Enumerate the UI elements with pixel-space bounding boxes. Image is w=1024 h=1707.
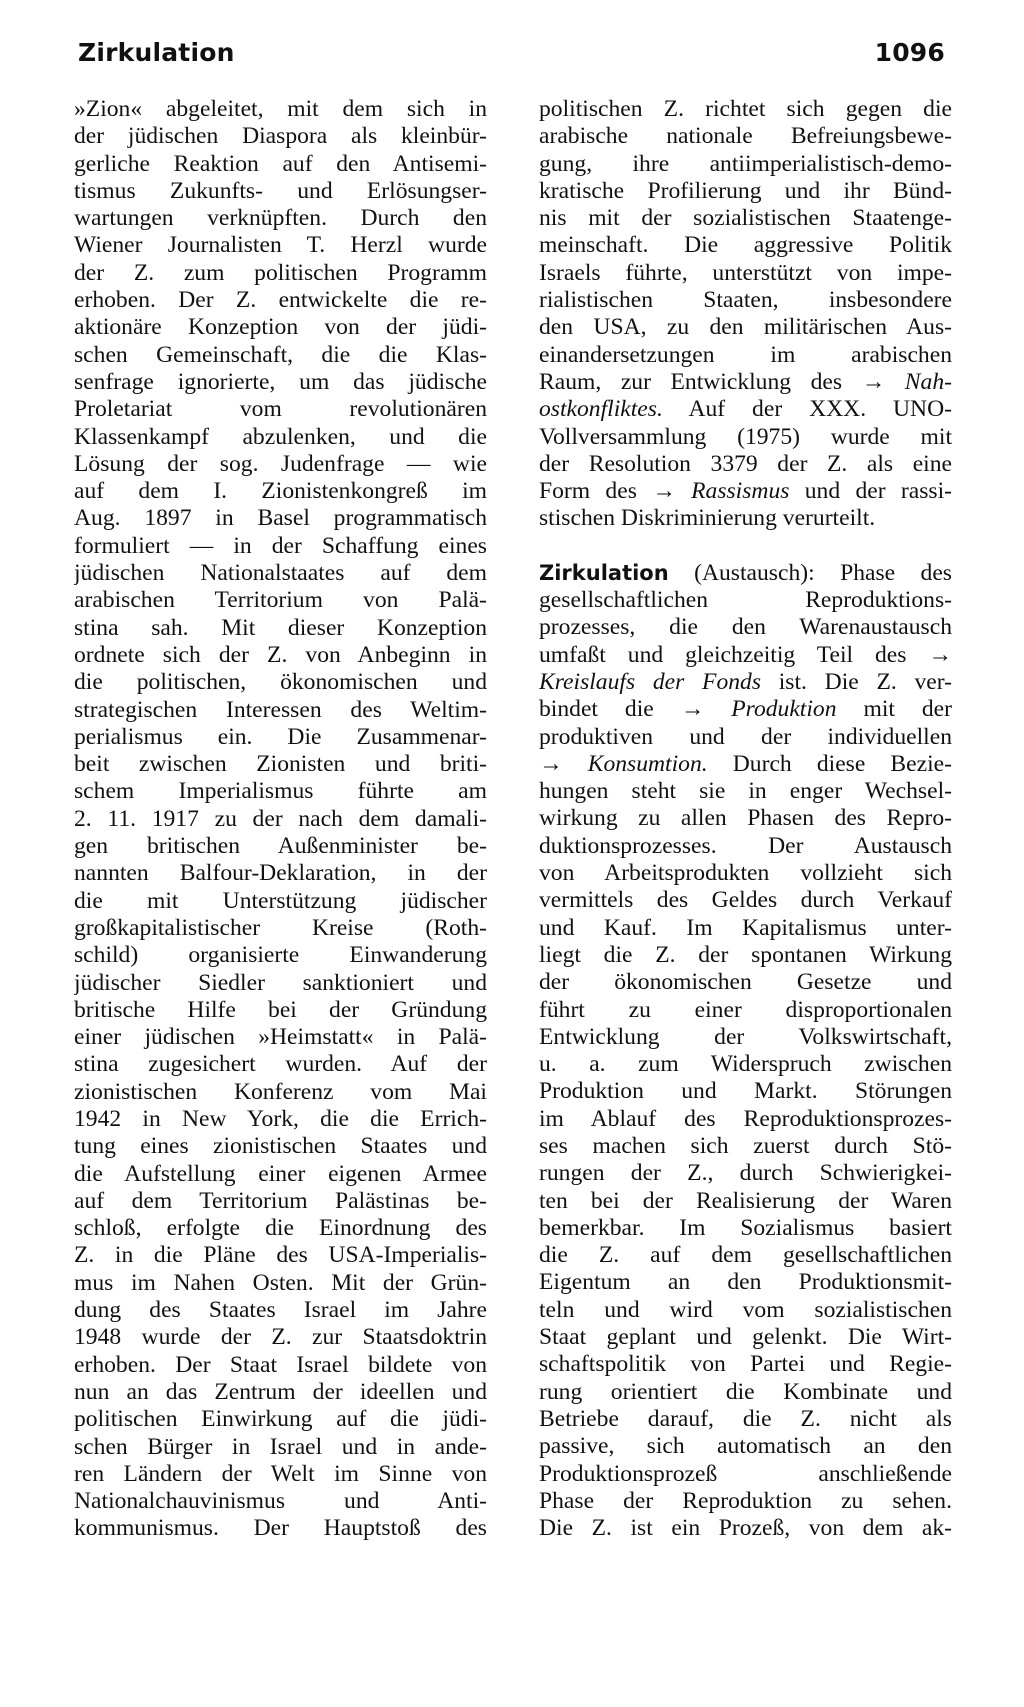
text-segment: Israels führte, unterstützt von impe- — [539, 259, 952, 286]
text-line — [539, 1242, 952, 1269]
text-line — [539, 396, 952, 423]
text-line — [539, 451, 952, 478]
text-segment: passive, sich automatisch an den — [539, 1433, 952, 1460]
cross-reference: → Produktion — [680, 696, 837, 723]
text-line: 1942 in New York, die die Errich- — [74, 1105, 487, 1132]
text-line — [539, 151, 952, 178]
text-segment: Produktionsprozeß anschließende — [539, 1460, 952, 1487]
text-segment: Form des — [539, 478, 653, 505]
text-segment: ten bei der Realisierung der Waren — [539, 1187, 952, 1214]
text-line — [539, 1433, 952, 1460]
text-line: tismus Zukunfts- und Erlösungser- — [74, 177, 487, 204]
text-line: »Zion« abgeleitet, mit dem sich in — [74, 96, 487, 122]
text-segment: politischen Z. richtet sich gegen die — [539, 96, 952, 122]
text-line — [539, 1324, 952, 1351]
text-line — [539, 1461, 952, 1488]
text-segment: ses machen sich zuerst durch Stö- — [539, 1132, 952, 1159]
text-segment: den USA, zu den militärischen Aus- — [539, 314, 952, 341]
text-segment: nis mit der sozialistischen Staatenge- — [539, 205, 952, 232]
text-line — [539, 887, 952, 914]
text-line: senfrage ignorierte, um das jüdische — [74, 368, 487, 395]
text-line — [539, 587, 952, 614]
text-segment: schaftspolitik von Partei und Regie- — [539, 1351, 952, 1378]
text-line: politischen Einwirkung auf die jüdi- — [74, 1406, 487, 1433]
text-segment: teln und wird vom sozialistischen — [539, 1296, 952, 1323]
text-line — [539, 1106, 952, 1133]
text-segment: duktionsprozesses. Der Austausch — [539, 832, 952, 859]
text-line — [539, 642, 952, 669]
text-line: der Z. zum politischen Programm — [74, 259, 487, 286]
text-line — [539, 1160, 952, 1187]
text-line: auf dem Territorium Palästinas be- — [74, 1187, 487, 1214]
text-line: ren Ländern der Welt im Sinne von — [74, 1460, 487, 1487]
text-line — [539, 942, 952, 969]
text-line — [539, 96, 952, 123]
text-segment: rialistischen Staaten, insbesondere — [539, 287, 952, 314]
text-line: dung des Staates Israel im Jahre — [74, 1297, 487, 1324]
text-line — [539, 1024, 952, 1051]
text-segment: der ökonomischen Gesetze und — [539, 969, 952, 996]
text-line — [539, 1078, 952, 1105]
cross-reference: → Rassismus — [652, 478, 790, 505]
text-line: erhoben. Der Staat Israel bildete von — [74, 1351, 487, 1378]
text-segment: im Ablauf des Reproduktionsprozes- — [539, 1105, 952, 1132]
text-line: schild) organisierte Einwanderung — [74, 942, 487, 969]
text-line: kommunismus. Der Hauptstoß des — [74, 1515, 487, 1542]
text-line: die Aufstellung einer eigenen Armee — [74, 1160, 487, 1187]
text-segment: der Resolution 3379 der Z. als eine — [539, 450, 952, 477]
text-segment: die Z. auf dem gesellschaftlichen — [539, 1242, 952, 1269]
text-line: perialismus ein. Die Zusammenar- — [74, 723, 487, 750]
cross-reference: Kreislaufs der Fonds — [539, 668, 762, 695]
cross-reference: → Nah- — [861, 368, 952, 395]
text-segment: Phase der Reproduktion zu sehen. — [539, 1487, 952, 1514]
text-line: stina sah. Mit dieser Konzeption — [74, 614, 487, 641]
text-line: stina zugesichert wurden. Auf der — [74, 1051, 487, 1078]
text-line — [539, 1215, 952, 1242]
text-line: nannten Balfour-Deklaration, in der — [74, 860, 487, 887]
text-line: nun an das Zentrum der ideellen und — [74, 1378, 487, 1405]
text-line — [539, 1269, 952, 1296]
right-text-column — [539, 96, 952, 1542]
text-line: formuliert — in der Schaffung eines — [74, 532, 487, 559]
text-line: 1948 wurde der Z. zur Staatsdoktrin — [74, 1324, 487, 1351]
text-segment: kratische Profilierung und ihr Bünd- — [539, 177, 952, 204]
text-line: zionistischen Konferenz vom Mai — [74, 1078, 487, 1105]
text-segment: bindet die — [539, 696, 681, 723]
text-segment: umfaßt und gleichzeitig Teil des → — [539, 641, 952, 668]
text-line — [539, 1133, 952, 1160]
text-segment: gung, ihre antiimperialistisch-demo- — [539, 150, 952, 177]
entry-keyword: Zirkulation — [539, 560, 669, 585]
text-segment: bemerkbar. Im Sozialismus basiert — [539, 1214, 952, 1241]
running-head-keyword: Zirkulation — [78, 38, 235, 67]
text-line — [539, 478, 952, 505]
text-line — [539, 314, 952, 341]
text-segment: Staat geplant und gelenkt. Die Wirt- — [539, 1324, 952, 1351]
text-line: jüdischer Siedler sanktioniert und — [74, 969, 487, 996]
text-line — [539, 123, 952, 150]
text-line: schem Imperialismus führte am — [74, 778, 487, 805]
text-line — [539, 1297, 952, 1324]
text-line — [539, 997, 952, 1024]
text-segment: Durch diese Bezie- — [707, 750, 952, 777]
text-line: Proletariat vom revolutionären — [74, 396, 487, 423]
text-line: gen britischen Außenminister be- — [74, 833, 487, 860]
text-line — [539, 1515, 952, 1542]
left-text-column — [74, 96, 487, 1543]
cross-reference: → Konsumtion. — [539, 750, 708, 777]
text-segment: Entwicklung der Volkswirtschaft, — [539, 1023, 952, 1050]
text-segment: meinschaft. Die aggressive Politik — [539, 232, 952, 259]
text-segment: wirkung zu allen Phasen des Repro- — [539, 805, 952, 832]
text-line — [539, 915, 952, 942]
text-line: tung eines zionistischen Staates und — [74, 1133, 487, 1160]
text-segment: Eigentum an den Produktionsmit- — [539, 1269, 952, 1296]
text-segment: ist. Die Z. ver- — [761, 668, 952, 695]
text-line — [539, 1406, 952, 1433]
text-segment: vermittels des Geldes durch Verkauf — [539, 887, 952, 914]
text-line: arabischen Territorium von Palä- — [74, 587, 487, 614]
text-line — [539, 260, 952, 287]
paragraph-gap — [539, 533, 952, 560]
page-number: 1096 — [874, 38, 945, 67]
text-line — [539, 232, 952, 259]
text-line — [539, 724, 952, 751]
text-line: schloß, erfolgte die Einordnung des — [74, 1215, 487, 1242]
text-line — [539, 969, 952, 996]
text-segment: Auf der XXX. UNO- — [662, 396, 952, 423]
text-line — [539, 1379, 952, 1406]
text-line — [539, 751, 952, 778]
text-segment: und der rassi- — [789, 478, 952, 505]
text-line — [539, 614, 952, 641]
text-line — [539, 560, 952, 587]
text-line: schen Gemeinschaft, die die Klas- — [74, 341, 487, 368]
text-line: Z. in die Pläne des USA-Imperialis- — [74, 1242, 487, 1269]
text-line — [539, 860, 952, 887]
text-line — [539, 178, 952, 205]
text-segment: und Kauf. Im Kapitalismus unter- — [539, 914, 952, 941]
text-segment: hungen steht sie in enger Wechsel- — [539, 778, 952, 805]
cross-reference: ostkonfliktes. — [539, 396, 663, 423]
text-line: ordnete sich der Z. von Anbeginn in — [74, 641, 487, 668]
text-segment: prozesses, die den Warenaustausch — [539, 614, 952, 641]
text-line — [539, 1488, 952, 1515]
text-line: jüdischen Nationalstaates auf dem — [74, 560, 487, 587]
text-line — [539, 1051, 952, 1078]
text-line: 2. 11. 1917 zu der nach dem damali- — [74, 805, 487, 832]
text-line: britische Hilfe bei der Gründung — [74, 996, 487, 1023]
text-line — [539, 805, 952, 832]
text-line — [539, 696, 952, 723]
text-line: die mit Unterstützung jüdischer — [74, 887, 487, 914]
text-line: mus im Nahen Osten. Mit der Grün- — [74, 1269, 487, 1296]
text-line: strategischen Interessen des Weltim- — [74, 696, 487, 723]
text-line: erhoben. Der Z. entwickelte die re- — [74, 287, 487, 314]
text-line: Wiener Journalisten T. Herzl wurde — [74, 232, 487, 259]
text-segment: Vollversammlung (1975) wurde mit — [539, 423, 952, 450]
text-segment: u. a. zum Widerspruch zwischen — [539, 1051, 952, 1078]
text-line: beit zwischen Zionisten und briti- — [74, 751, 487, 778]
text-line — [539, 424, 952, 451]
text-segment: einandersetzungen im arabischen — [539, 341, 952, 368]
text-segment: stischen Diskriminierung verurteilt. — [539, 505, 876, 532]
text-line — [539, 669, 952, 696]
text-line: Aug. 1897 in Basel programmatisch — [74, 505, 487, 532]
text-segment: Raum, zur Entwicklung des — [539, 368, 862, 395]
text-segment: Die Z. ist ein Prozeß, von dem ak- — [539, 1515, 952, 1542]
text-line: einer jüdischen »Heimstatt« in Palä- — [74, 1024, 487, 1051]
text-line: aktionäre Konzeption von der jüdi- — [74, 314, 487, 341]
text-line — [539, 833, 952, 860]
text-segment: von Arbeitsprodukten vollzieht sich — [539, 860, 952, 887]
text-segment: rungen der Z., durch Schwierigkei- — [539, 1160, 952, 1187]
text-segment: Betriebe darauf, die Z. nicht als — [539, 1405, 952, 1432]
text-line: Nationalchauvinismus und Anti- — [74, 1488, 487, 1515]
text-segment: führt zu einer disproportionalen — [539, 996, 952, 1023]
text-line — [539, 342, 952, 369]
text-segment: produktiven und der individuellen — [539, 723, 952, 750]
text-line: der jüdischen Diaspora als kleinbür- — [74, 123, 487, 150]
text-segment: arabische nationale Befreiungsbewe- — [539, 123, 952, 150]
text-line: auf dem I. Zionistenkongreß im — [74, 478, 487, 505]
text-segment: Produktion und Markt. Störungen — [539, 1078, 952, 1105]
text-segment: mit der — [836, 696, 952, 723]
text-line — [539, 369, 952, 396]
text-segment: rung orientiert die Kombinate und — [539, 1378, 952, 1405]
text-line: Lösung der sog. Judenfrage — wie — [74, 450, 487, 477]
text-line — [539, 505, 952, 532]
text-segment: liegt die Z. der spontanen Wirkung — [539, 941, 952, 968]
text-line — [539, 778, 952, 805]
text-segment: (Austausch): Phase des — [668, 559, 952, 586]
text-line — [539, 287, 952, 314]
text-line: gerliche Reaktion auf den Antisemi- — [74, 150, 487, 177]
text-line — [539, 1351, 952, 1378]
text-line: wartungen verknüpften. Durch den — [74, 205, 487, 232]
text-line: Klassenkampf abzulenken, und die — [74, 423, 487, 450]
text-segment: gesellschaftlichen Reproduktions- — [539, 587, 952, 614]
text-line: schen Bürger in Israel und in ande- — [74, 1433, 487, 1460]
text-line — [539, 1188, 952, 1215]
text-line — [539, 205, 952, 232]
text-line: die politischen, ökonomischen und — [74, 669, 487, 696]
text-line: großkapitalistischer Kreise (Roth- — [74, 914, 487, 941]
